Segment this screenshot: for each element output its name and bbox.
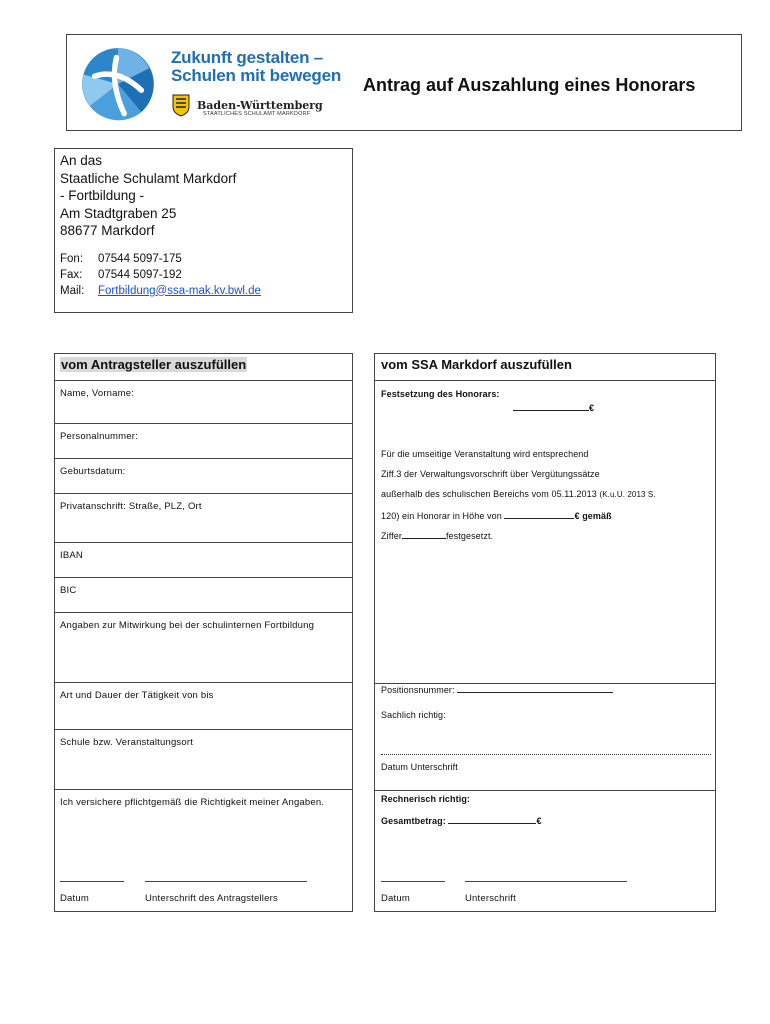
text-line-3a: außerhalb des schulischen Bereichs vom 05.11.2013 (381, 489, 597, 499)
fee-amount-row (513, 401, 594, 413)
text-line-4b: € gemäß (574, 511, 612, 521)
position-row (381, 683, 613, 695)
logo-line-1: Zukunft gestalten – (171, 48, 324, 67)
fon-row (60, 251, 347, 267)
personnel-number-field[interactable]: Personalnummer: (55, 424, 352, 459)
amount-line[interactable] (504, 509, 574, 519)
crest-icon (171, 93, 191, 117)
office-date-line[interactable] (381, 881, 445, 882)
office-signature-line[interactable] (465, 881, 627, 882)
sachlich-dotted-line[interactable] (381, 754, 711, 755)
text-line-4 (381, 509, 612, 521)
ziffer-line[interactable] (402, 529, 446, 539)
fon-label: Fon: (60, 252, 84, 265)
rechnerisch-label: Rechnerisch richtig: (381, 794, 471, 804)
text-line-4a: 120) ein Honorar in Höhe von (381, 511, 502, 521)
sachlich-label: Sachlich richtig: (381, 710, 446, 720)
applicant-heading: vom Antragsteller auszufüllen (55, 354, 352, 381)
fee-amount-line[interactable] (513, 401, 589, 411)
mail-label: Mail: (60, 284, 85, 297)
gesamt-currency: € (536, 816, 542, 826)
date-line[interactable] (60, 881, 124, 882)
birthdate-field[interactable]: Geburtsdatum: (55, 459, 352, 494)
text-line-3 (381, 489, 656, 499)
mail-link[interactable]: Fortbildung@ssa-mak.kv.bwl.de (98, 284, 261, 297)
fon-value: 07544 5097-175 (98, 252, 182, 265)
gesamt-label: Gesamtbetrag: (381, 816, 446, 826)
office-heading: vom SSA Markdorf auszufüllen (375, 354, 715, 381)
gesamt-line[interactable] (448, 814, 536, 824)
address-line: Am Stadtgraben 25 (60, 205, 177, 221)
mail-row (60, 283, 347, 299)
header-box (66, 34, 742, 131)
address-line: - Fortbildung - (60, 188, 145, 203)
state-name: Baden-Württemberg (197, 98, 323, 112)
text-line-3b: (K.u.U. 2013 S. (599, 490, 656, 499)
address-field[interactable]: Privatanschrift: Straße, PLZ, Ort (55, 494, 352, 543)
text-line-5a: Ziffer (381, 531, 402, 541)
position-line[interactable] (457, 683, 613, 693)
text-line-1: Für die umseitige Veranstaltung wird entsprechend (381, 449, 589, 459)
datum-unterschrift-label: Datum Unterschrift (381, 762, 458, 772)
document-title: Antrag auf Auszahlung eines Honorars (363, 75, 696, 95)
text-line-5 (381, 529, 493, 541)
participation-field[interactable]: Angaben zur Mitwirkung bei der schulinternen Fortbildung (55, 613, 352, 683)
name-field[interactable]: Name, Vorname: (55, 381, 352, 424)
contact-block (60, 251, 347, 299)
logo-line-2: Schulen mit bewegen (171, 66, 342, 85)
address-line: An das (60, 153, 103, 168)
logo-icon (79, 45, 157, 123)
fax-value: 07544 5097-192 (98, 268, 182, 281)
text-line-2: Ziff.3 der Verwaltungsvorschrift über Vergütungssätze (381, 469, 600, 479)
applicant-section (54, 353, 353, 912)
address-line: 88677 Markdorf (60, 223, 155, 238)
signature-line[interactable] (145, 881, 307, 882)
declaration-text: Ich versichere pflichtgemäß die Richtigkeit meiner Angaben. (60, 797, 325, 808)
office-date-label: Datum (381, 893, 410, 904)
fax-row (60, 267, 347, 283)
activity-field[interactable]: Art und Dauer der Tätigkeit von bis (55, 683, 352, 730)
iban-field[interactable]: IBAN (55, 543, 352, 578)
separator (375, 790, 715, 791)
state-subtitle: STAATLICHES SCHULAMT MARKDORF (203, 111, 311, 117)
currency-symbol: € (589, 403, 595, 413)
bic-field[interactable]: BIC (55, 578, 352, 613)
date-label: Datum (60, 893, 89, 904)
position-label: Positionsnummer: (381, 685, 455, 695)
school-field[interactable]: Schule bzw. Veranstaltungsort (55, 730, 352, 790)
fee-label: Festsetzung des Honorars: (381, 389, 500, 399)
address-box (54, 148, 353, 313)
office-signature-label: Unterschrift (465, 893, 516, 904)
logo-text (171, 49, 341, 85)
gesamt-row (381, 814, 542, 826)
address-line: Staatliche Schulamt Markdorf (60, 170, 237, 186)
fax-label: Fax: (60, 268, 83, 281)
office-section (374, 353, 716, 912)
text-line-5b: festgesetzt. (445, 531, 494, 541)
signature-label: Unterschrift des Antragstellers (145, 893, 278, 904)
